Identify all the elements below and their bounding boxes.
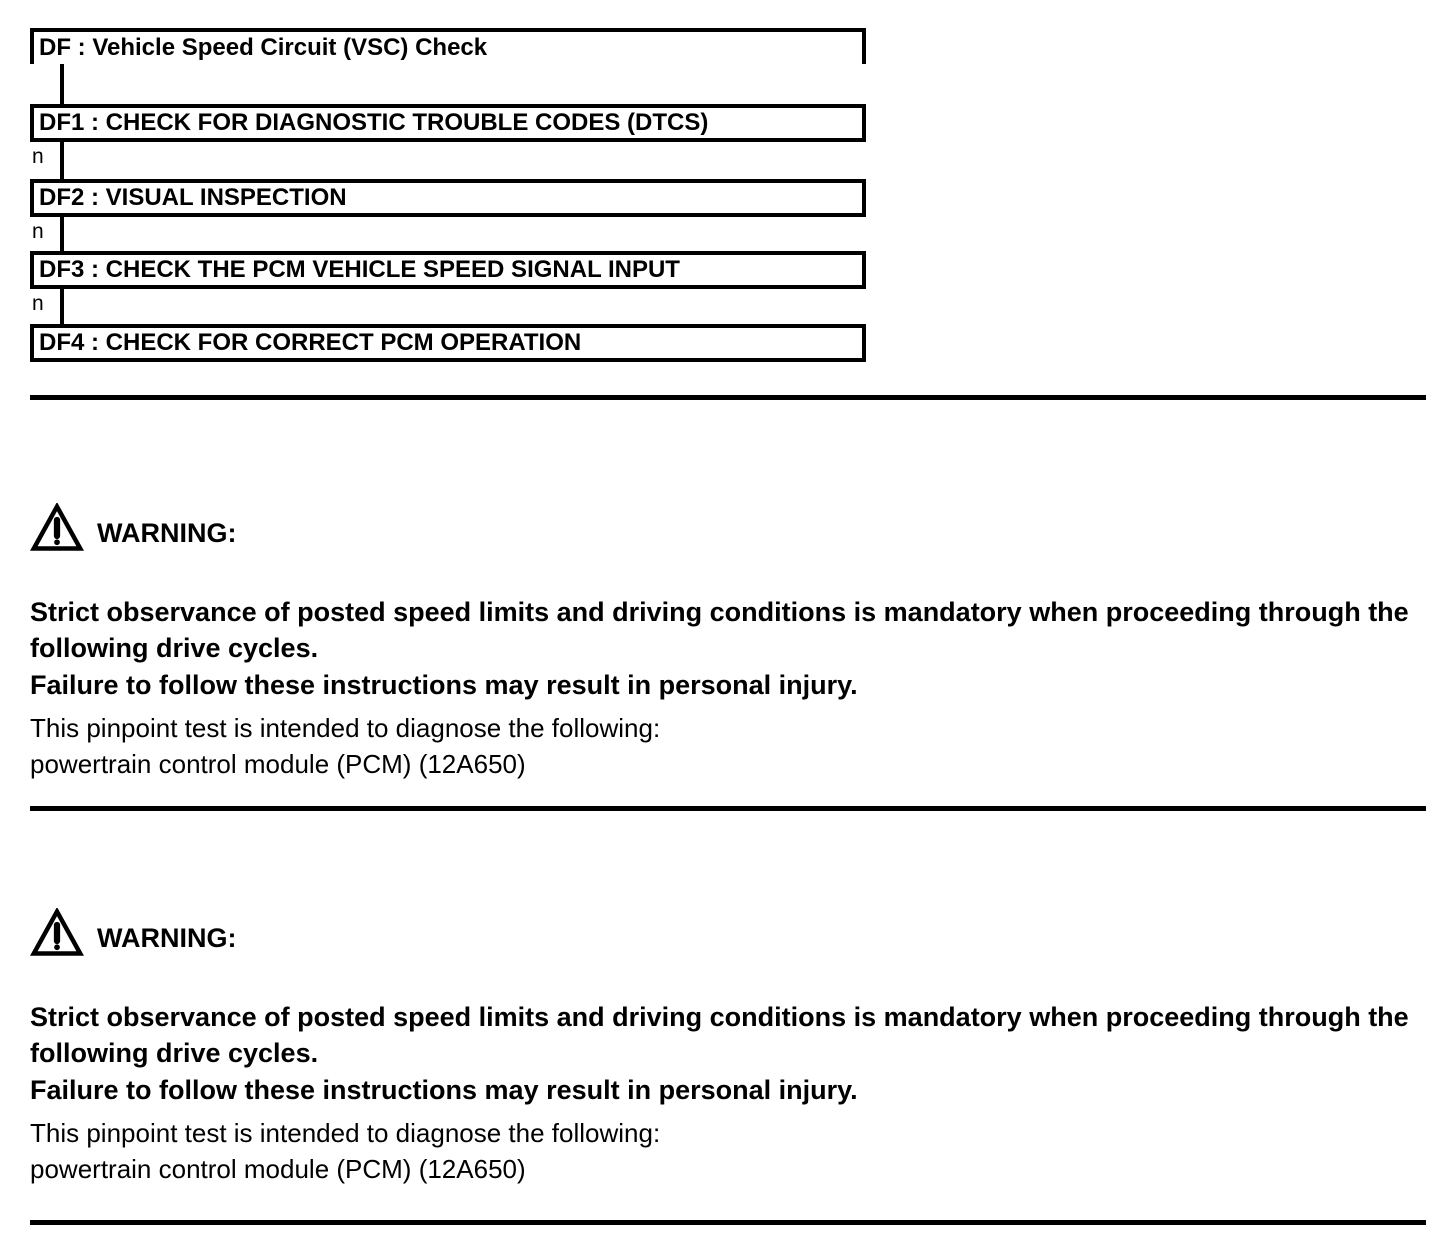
- step-df3-label: DF3 : CHECK THE PCM VEHICLE SPEED SIGNAL INPUT: [39, 256, 680, 283]
- step-box-df1: [30, 104, 866, 142]
- warning-header: [30, 502, 1428, 554]
- connector-label: n: [32, 145, 44, 168]
- warning-text-speed-limits: Strict observance of posted speed limits and driving conditions is mandatory when proceeding through the following drive cycles.: [30, 1002, 1409, 1068]
- connector-line: [60, 217, 64, 251]
- warning-header: [30, 907, 1428, 959]
- connector-line: [60, 64, 64, 104]
- connector-line: [60, 142, 64, 179]
- warning-section-1: [30, 502, 1428, 782]
- warning-title: WARNING:: [97, 517, 237, 548]
- pinpoint-test-component: powertrain control module (PCM) (12A650): [30, 749, 526, 779]
- flowchart-title: DF : Vehicle Speed Circuit (VSC) Check: [39, 34, 488, 61]
- step-df4-label: DF4 : CHECK FOR CORRECT PCM OPERATION: [39, 329, 582, 356]
- connector-line: [60, 289, 64, 324]
- section-divider: [30, 1220, 1426, 1225]
- step-df1-label: DF1 : CHECK FOR DIAGNOSTIC TROUBLE CODES (DTCS): [39, 109, 709, 136]
- section-divider: [30, 806, 1426, 811]
- warning-text-personal-injury: Failure to follow these instructions may result in personal injury.: [30, 1075, 858, 1105]
- warning-section-2: [30, 907, 1428, 1187]
- pinpoint-test-component: powertrain control module (PCM) (12A650): [30, 1154, 526, 1184]
- flowchart-title-box: [30, 28, 866, 64]
- connector-label: n: [32, 292, 44, 315]
- pinpoint-test-intro: This pinpoint test is intended to diagnose the following:: [30, 1118, 661, 1148]
- step-df2-label: DF2 : VISUAL INSPECTION: [39, 184, 347, 211]
- warning-text-personal-injury: Failure to follow these instructions may result in personal injury.: [30, 670, 858, 700]
- warning-triangle-icon: [30, 503, 84, 553]
- pinpoint-test-intro: This pinpoint test is intended to diagnose the following:: [30, 713, 661, 743]
- connector-label: n: [32, 220, 44, 243]
- warning-text-speed-limits: Strict observance of posted speed limits and driving conditions is mandatory when proceeding through the following drive cycles.: [30, 597, 1409, 663]
- warning-triangle-icon: [30, 908, 84, 958]
- warning-title: WARNING:: [97, 922, 237, 953]
- step-box-df2: [30, 179, 866, 217]
- step-box-df4: [30, 324, 866, 362]
- section-divider: [30, 395, 1426, 400]
- step-box-df3: [30, 251, 866, 289]
